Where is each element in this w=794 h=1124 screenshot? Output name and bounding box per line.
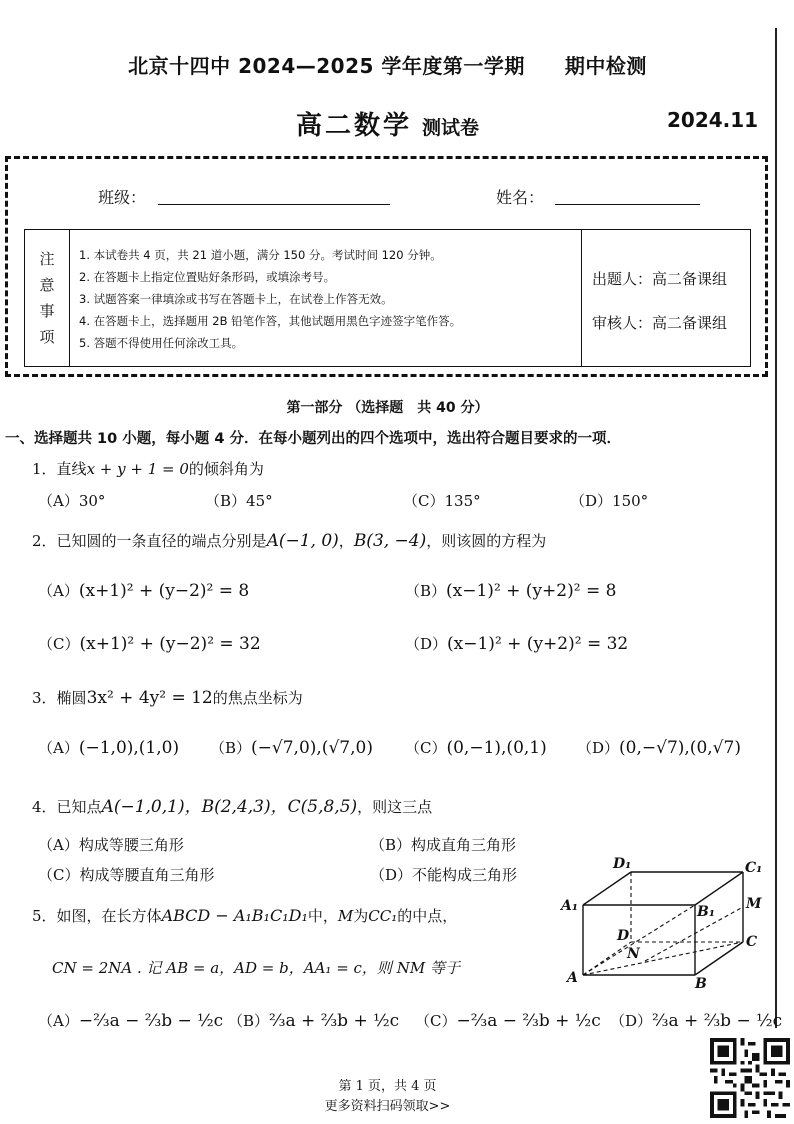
q2-option-d[interactable]: （D）(x−1)² + (y+2)² = 32 — [405, 634, 629, 654]
label-B1: B₁ — [697, 904, 715, 920]
question-3: 3．椭圆3x² + 4y² = 12的焦点坐标为 — [32, 688, 303, 708]
exam-type: 期中检测 — [564, 54, 647, 78]
part1-instruction: 一、选择题共 10 小题，每小题 4 分．在每小题列出的四个选项中，选出符合题目要求的一项． — [5, 431, 621, 447]
q4-option-b[interactable]: （B）构成直角三角形 — [370, 836, 517, 854]
question-5-line2: CN = 2NA . 记 AB = a，AD = b，AA₁ = c，则 NM 等于 — [52, 959, 460, 977]
label-A1: A₁ — [561, 898, 578, 914]
label-C: C — [746, 934, 758, 950]
name-field[interactable] — [555, 204, 700, 205]
q1-expr: x + y + 1 = 0 — [86, 460, 189, 478]
label-B: B — [695, 976, 707, 990]
promo-text[interactable]: 更多资料扫码领取>> — [324, 1099, 451, 1114]
q2-option-b[interactable]: （B）(x−1)² + (y+2)² = 8 — [405, 581, 617, 601]
q5-option-a[interactable]: （A）−⅔a − ⅔b − ½c — [38, 1011, 224, 1031]
q5-option-b[interactable]: （B）⅔a + ⅔b + ½c — [228, 1011, 400, 1031]
q5-option-c[interactable]: （C）−⅔a − ⅔b + ½c — [415, 1011, 601, 1031]
exam-date: 2024.11 — [667, 108, 759, 132]
label-N: N — [627, 946, 640, 962]
q1-option-c[interactable]: （C）135° — [403, 492, 481, 510]
notice-item: 4. 在答题卡上，选择题用 2B 铅笔作答，其他试题用黑色字迹签字笔作答。 — [79, 314, 462, 328]
class-field[interactable] — [158, 204, 390, 205]
notice-item: 1. 本试卷共 4 页，共 21 道小题，满分 150 分。考试时间 120 分钟。 — [79, 248, 442, 262]
question-2: 2．已知圆的一条直径的端点分别是A(−1, 0)，B(3, −4)，则该圆的方程为 — [32, 531, 547, 551]
label-D: D — [617, 928, 630, 944]
name-label: 姓名： — [496, 188, 545, 207]
q3-option-d[interactable]: （D）(0,−√7),(0,√7) — [577, 738, 741, 758]
paper-label: 测试卷 — [422, 117, 480, 139]
q3-option-b[interactable]: （B）(−√7,0),(√7,0) — [210, 738, 373, 758]
reviewer: 审核人：高二备课组 — [592, 314, 728, 332]
q4-option-a[interactable]: （A）构成等腰三角形 — [38, 836, 184, 854]
setter: 出题人：高二备课组 — [592, 270, 728, 288]
question-1: 1．直线x + y + 1 = 0的倾斜角为 — [32, 460, 264, 478]
q5-option-d[interactable]: （D）⅔a + ⅔b − ½c — [610, 1011, 783, 1031]
label-A: A — [567, 970, 578, 986]
q3-option-c[interactable]: （C）(0,−1),(0,1) — [405, 738, 547, 758]
notice-item: 3. 试题答案一律填涂或书写在答题卡上，在试卷上作答无效。 — [79, 292, 393, 306]
exam-title — [0, 50, 775, 79]
page-number: 第 1 页，共 4 页 — [338, 1079, 437, 1094]
notice-heading: 注 意 事 项 — [25, 230, 70, 366]
question-4: 4．已知点A(−1,0,1)，B(2,4,3)，C(5,8,5)，则这三点 — [32, 797, 433, 817]
q2-option-c[interactable]: （C）(x+1)² + (y−2)² = 32 — [38, 634, 261, 654]
label-D1: D₁ — [613, 856, 632, 872]
class-label: 班级： — [98, 188, 147, 207]
q1-option-a[interactable]: （A）30° — [38, 492, 106, 510]
subject-title — [0, 105, 775, 142]
qr-code-icon[interactable] — [710, 1038, 790, 1118]
notice-item: 2. 在答题卡上指定位置贴好条形码，或填涂考号。 — [79, 270, 336, 284]
part1-title: 第一部分 （选择题 共 40 分） — [286, 400, 489, 416]
q3-option-a[interactable]: （A）(−1,0),(1,0) — [38, 738, 180, 758]
q4-option-d[interactable]: （D）不能构成三角形 — [370, 866, 518, 884]
subject: 高二数学 — [295, 111, 412, 141]
q1-option-d[interactable]: （D）150° — [570, 492, 649, 510]
question-5: 5．如图，在长方体ABCD − A₁B₁C₁D₁中，M为CC₁的中点， — [32, 906, 458, 925]
notice-item: 5. 答题不得使用任何涂改工具。 — [79, 336, 244, 350]
notice-items — [69, 230, 582, 366]
q4-option-c[interactable]: （C）构成等腰直角三角形 — [38, 866, 215, 884]
right-margin-rule — [775, 28, 777, 1028]
label-C1: C₁ — [745, 860, 763, 876]
cuboid-figure — [555, 850, 770, 990]
q1-option-b[interactable]: （B）45° — [205, 492, 273, 510]
notice-table — [24, 229, 751, 367]
q2-option-a[interactable]: （A）(x+1)² + (y−2)² = 8 — [38, 581, 250, 601]
label-M: M — [746, 896, 762, 912]
notice-authors — [582, 230, 750, 366]
title-line: 北京十四中 2024—2025 学年度第一学期 — [128, 54, 525, 78]
